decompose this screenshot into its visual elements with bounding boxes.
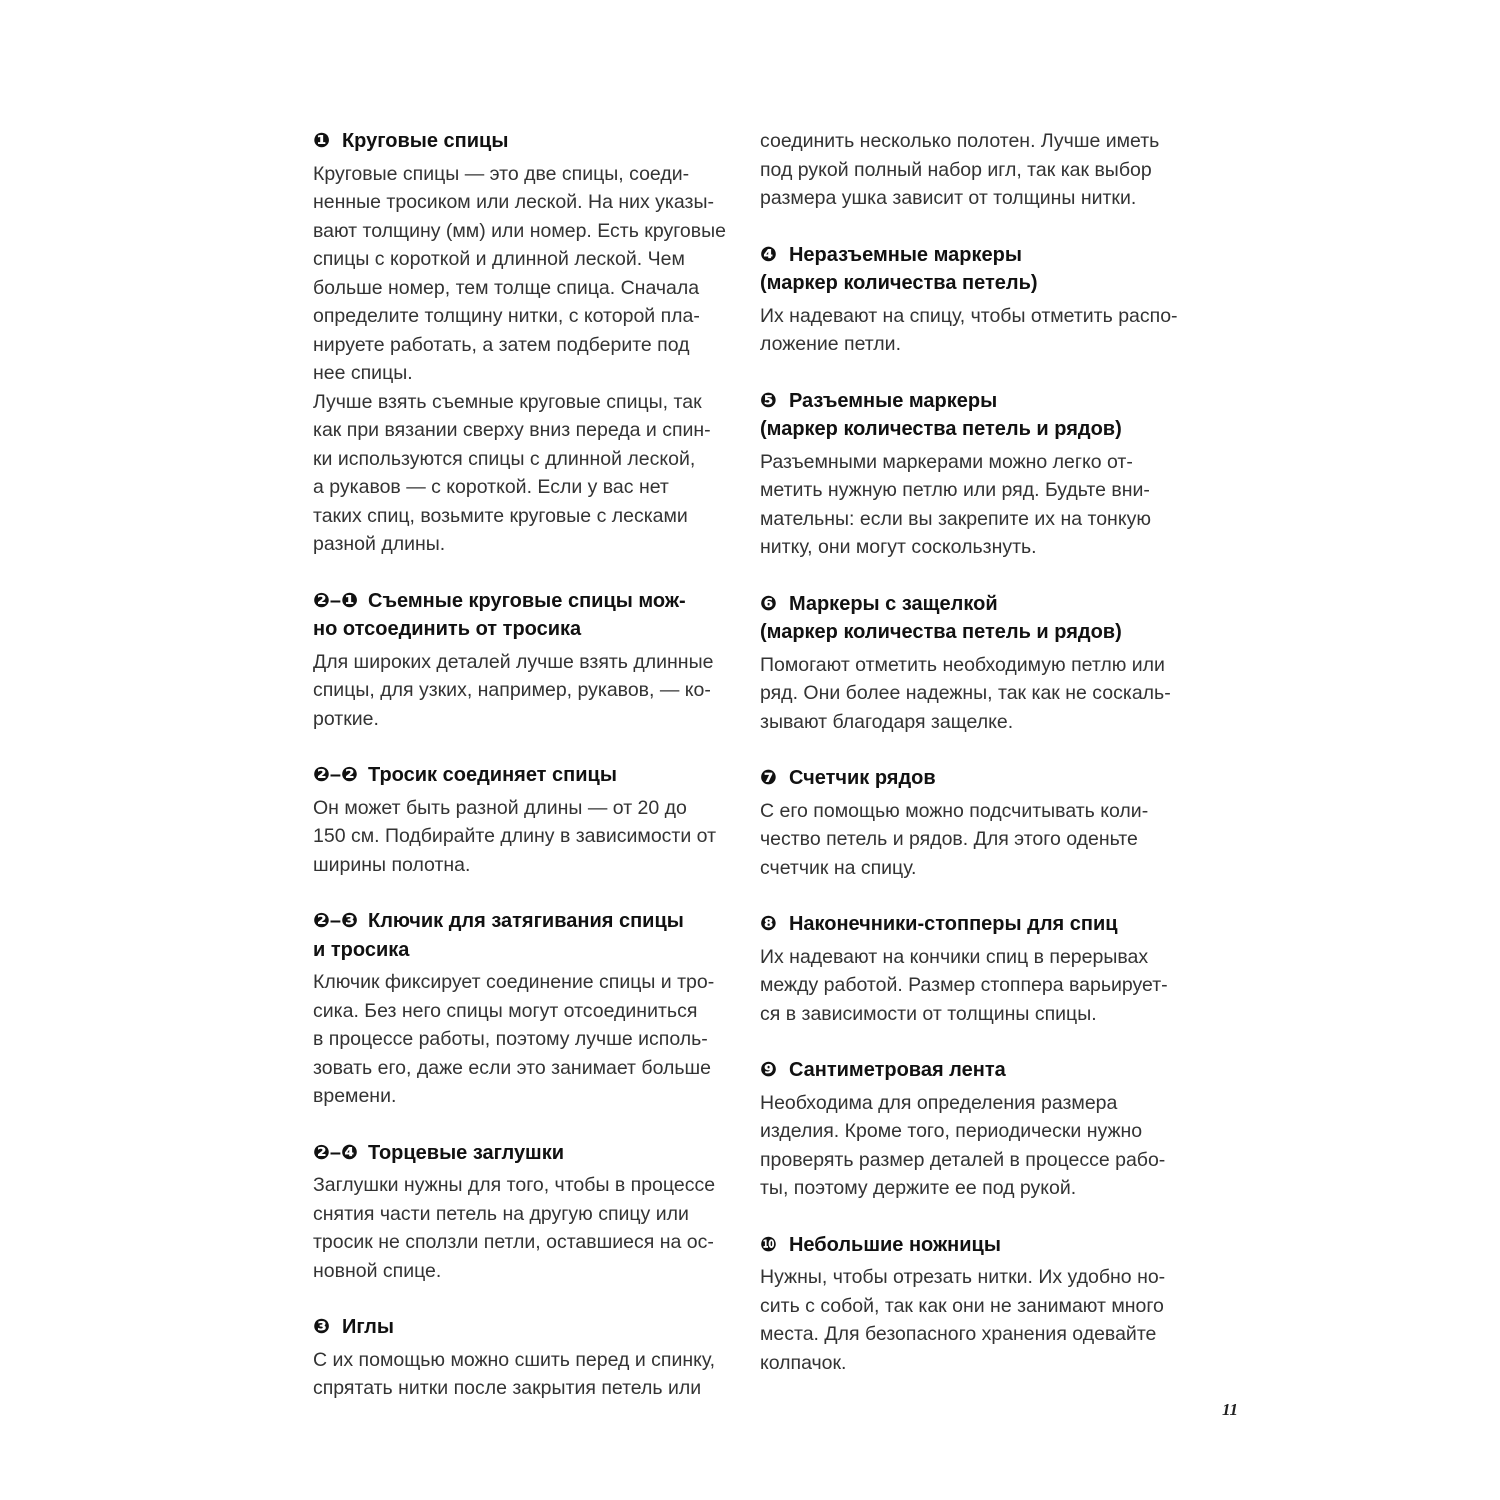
section-title-line: Съемные круговые спицы мож- (368, 589, 686, 612)
paragraph (313, 968, 733, 1111)
section-title-line: Торцевые заглушки (368, 1141, 565, 1164)
text-line: разной длины. (313, 533, 446, 555)
section-number-marker: ❺ (760, 389, 777, 412)
text-line: спрятать нитки после закрытия петель или (313, 1377, 702, 1399)
section-number-marker: ❷–❶ (313, 589, 358, 612)
section-title-first-line (760, 590, 1180, 619)
page-number: 11 (1222, 1400, 1239, 1419)
left-column (313, 127, 733, 1431)
section-title-first-line (313, 907, 733, 936)
section-tightening-key (313, 907, 733, 1111)
section-heading (760, 764, 1180, 793)
text-line: Их надевают на спицу, чтобы отметить распо- (760, 304, 1178, 327)
section-heading (760, 387, 1180, 444)
text-line: метить нужную петлю или ряд. Будьте вни- (760, 479, 1150, 501)
text-line: чество петель и рядов. Для этого оденьте (760, 828, 1138, 850)
section-title-line: и тросика (313, 938, 410, 961)
text-line: под рукой полный набор игл, так как выбор (760, 158, 1152, 181)
paragraph (313, 794, 733, 880)
text-line: изделия. Кроме того, периодически нужно (760, 1120, 1143, 1142)
paragraph (760, 943, 1180, 1029)
section-number-marker: ❾ (760, 1059, 777, 1081)
section-locking-markers (760, 590, 1180, 737)
section-fixed-markers (760, 241, 1180, 359)
paragraph (760, 302, 1180, 359)
section-title-first-line (760, 387, 1180, 416)
paragraph (760, 1263, 1180, 1377)
section-title-line: Счетчик рядов (788, 767, 936, 789)
text-line: Их надевают на кончики спиц в перерывах (760, 945, 1149, 968)
text-line: ложение петли. (760, 333, 901, 355)
text-line: нируете работать, а затем подберите под (313, 333, 690, 356)
text-line: роткие. (313, 707, 379, 730)
text-line: Разъемными маркерами можно легко от- (760, 450, 1133, 473)
text-line: зывают благодаря защелке. (760, 710, 1014, 733)
text-line: ки используются спицы с длинной леской, (313, 447, 696, 470)
section-heading (313, 1313, 733, 1342)
text-line: Ключик фиксирует соединение спицы и тро- (313, 971, 715, 993)
text-line: ряд. Они более надежны, так как не соскаль- (760, 682, 1171, 704)
text-line: ширины полотна. (313, 853, 471, 876)
text-line: ненные тросиком или леской. На них указы- (313, 191, 714, 213)
section-title-line: Тросик соединяет спицы (368, 764, 617, 786)
text-line: сить с собой, так как они не занимают много (760, 1294, 1164, 1317)
section-heading (760, 910, 1180, 939)
text-line: зовать его, даже если это занимает больше (313, 1056, 712, 1079)
section-number-marker: ❻ (760, 592, 777, 615)
text-line: мательны: если вы закрепите их на тонкую (760, 507, 1151, 530)
section-title-line: (маркер количества петель) (760, 272, 1038, 294)
section-heading (760, 1231, 1180, 1260)
paragraph (760, 448, 1180, 562)
section-title-line: Разъемные маркеры (788, 389, 998, 412)
text-line: Необходима для определения размера (760, 1091, 1118, 1114)
text-line: Нужны, чтобы отрезать нитки. Их удобно но- (760, 1266, 1166, 1288)
section-title-line: Неразъемные маркеры (788, 243, 1022, 266)
text-line: ся в зависимости от толщины спицы. (760, 1002, 1097, 1025)
section-number-marker: ❷–❸ (313, 910, 358, 932)
section-split-markers (760, 387, 1180, 562)
section-title-line: (маркер количества петель и рядов) (760, 418, 1122, 440)
text-line: размера ушка зависит от толщины нитки. (760, 187, 1137, 209)
section-heading (313, 761, 733, 790)
text-line: больше номер, тем толще спица. Сначала (313, 276, 700, 299)
paragraph (760, 797, 1180, 883)
section-measuring-tape (760, 1056, 1180, 1203)
section-number-marker: ❽ (760, 913, 777, 935)
text-line: в процессе работы, поэтому лучше исполь- (313, 1028, 708, 1050)
text-line: счетчик на спицу. (760, 856, 917, 879)
section-number-marker: ❸ (313, 1316, 330, 1338)
section-needle-stoppers (760, 910, 1180, 1028)
text-line: тросик не сползли петли, оставшиеся на ос- (313, 1231, 714, 1253)
section-number-marker: ❿ (760, 1233, 777, 1256)
text-line: Помогают отметить необходимую петлю или (760, 653, 1165, 676)
text-line: Для широких деталей лучше взять длинные (313, 650, 714, 673)
text-line: вают толщину (мм) или номер. Есть круговые (313, 219, 726, 242)
section-title-first-line (760, 241, 1180, 270)
section-title-line: Небольшие ножницы (788, 1233, 1001, 1256)
section-heading (760, 241, 1180, 298)
text-line: С его помощью можно подсчитывать коли- (760, 799, 1149, 822)
section-heading (313, 127, 733, 156)
section-cable (313, 761, 733, 879)
section-number-marker: ❷–❹ (313, 1141, 358, 1164)
section-number-marker: ❷–❷ (313, 764, 358, 786)
text-line: определите толщину нитки, с которой пла- (313, 305, 700, 327)
text-line: новной спице. (313, 1259, 442, 1282)
text-line: между работой. Размер стоппера варьирует- (760, 974, 1168, 996)
section-title-line: но отсоединить от тросика (313, 618, 582, 640)
section-title-line: Ключик для затягивания спицы (368, 910, 684, 932)
section-number-marker: ❹ (760, 243, 777, 266)
section-detachable-needles (313, 587, 733, 734)
paragraph (313, 1171, 733, 1285)
section-circular-needles (313, 127, 733, 559)
section-title-line: Маркеры с защелкой (788, 592, 998, 615)
section-heading (313, 907, 733, 964)
text-line: а рукавов — с короткой. Если у вас нет (313, 476, 669, 498)
section-title-line: Иглы (341, 1316, 394, 1338)
text-line: места. Для безопасного хранения одевайте (760, 1323, 1157, 1345)
text-line: ты, поэтому держите ее под рукой. (760, 1177, 1077, 1199)
paragraph (760, 651, 1180, 737)
section-heading (313, 1139, 733, 1168)
section-heading (313, 587, 733, 644)
text-line: спицы, для узких, например, рукавов, — ко- (313, 679, 711, 701)
section-small-scissors (760, 1231, 1180, 1378)
paragraph (313, 160, 733, 388)
section-needles (313, 1313, 733, 1403)
section-title-line: (маркер количества петель и рядов) (760, 621, 1122, 643)
paragraph (760, 1089, 1180, 1203)
text-line: спицы с короткой и длинной леской. Чем (313, 248, 685, 270)
text-line: времени. (313, 1085, 397, 1107)
text-line: нее спицы. (313, 362, 413, 384)
text-line: Заглушки нужны для того, чтобы в процессе (313, 1174, 716, 1196)
text-line: сика. Без него спицы могут отсоединиться (313, 999, 698, 1022)
section-heading (760, 590, 1180, 647)
paragraph (313, 1346, 733, 1403)
text-line: как при вязании сверху вниз переда и спин- (313, 419, 711, 441)
section-title-line: Наконечники-стопперы для спиц (788, 913, 1118, 935)
text-line: Он может быть разной длины — от 20 до (313, 796, 687, 819)
section-heading (760, 1056, 1180, 1085)
continuation-paragraph (760, 127, 1180, 213)
section-number-marker: ❼ (760, 767, 777, 789)
section-number-marker: ❶ (313, 130, 330, 152)
paragraph (313, 648, 733, 734)
section-title-first-line (313, 587, 733, 616)
text-line: Лучше взять съемные круговые спицы, так (313, 390, 702, 413)
text-line: колпачок. (760, 1351, 847, 1374)
section-end-caps (313, 1139, 733, 1286)
text-line: снятия части петель на другую спицу или (313, 1202, 689, 1225)
text-line: 150 см. Подбирайте длину в зависимости от (313, 825, 717, 847)
section-title-line: Круговые спицы (341, 130, 509, 152)
right-column (760, 127, 1180, 1405)
section-title-line: Сантиметровая лента (788, 1059, 1006, 1081)
text-line: соединить несколько полотен. Лучше иметь (760, 130, 1160, 152)
text-line: Круговые спицы — это две спицы, соеди- (313, 162, 690, 185)
text-line: проверять размер деталей в процессе рабо- (760, 1148, 1166, 1171)
text-line: С их помощью можно сшить перед и спинку, (313, 1348, 716, 1371)
section-row-counter (760, 764, 1180, 882)
paragraph (313, 388, 733, 559)
text-line: нитку, они могут соскользнуть. (760, 536, 1037, 558)
text-line: таких спиц, возьмите круговые с лесками (313, 504, 688, 527)
